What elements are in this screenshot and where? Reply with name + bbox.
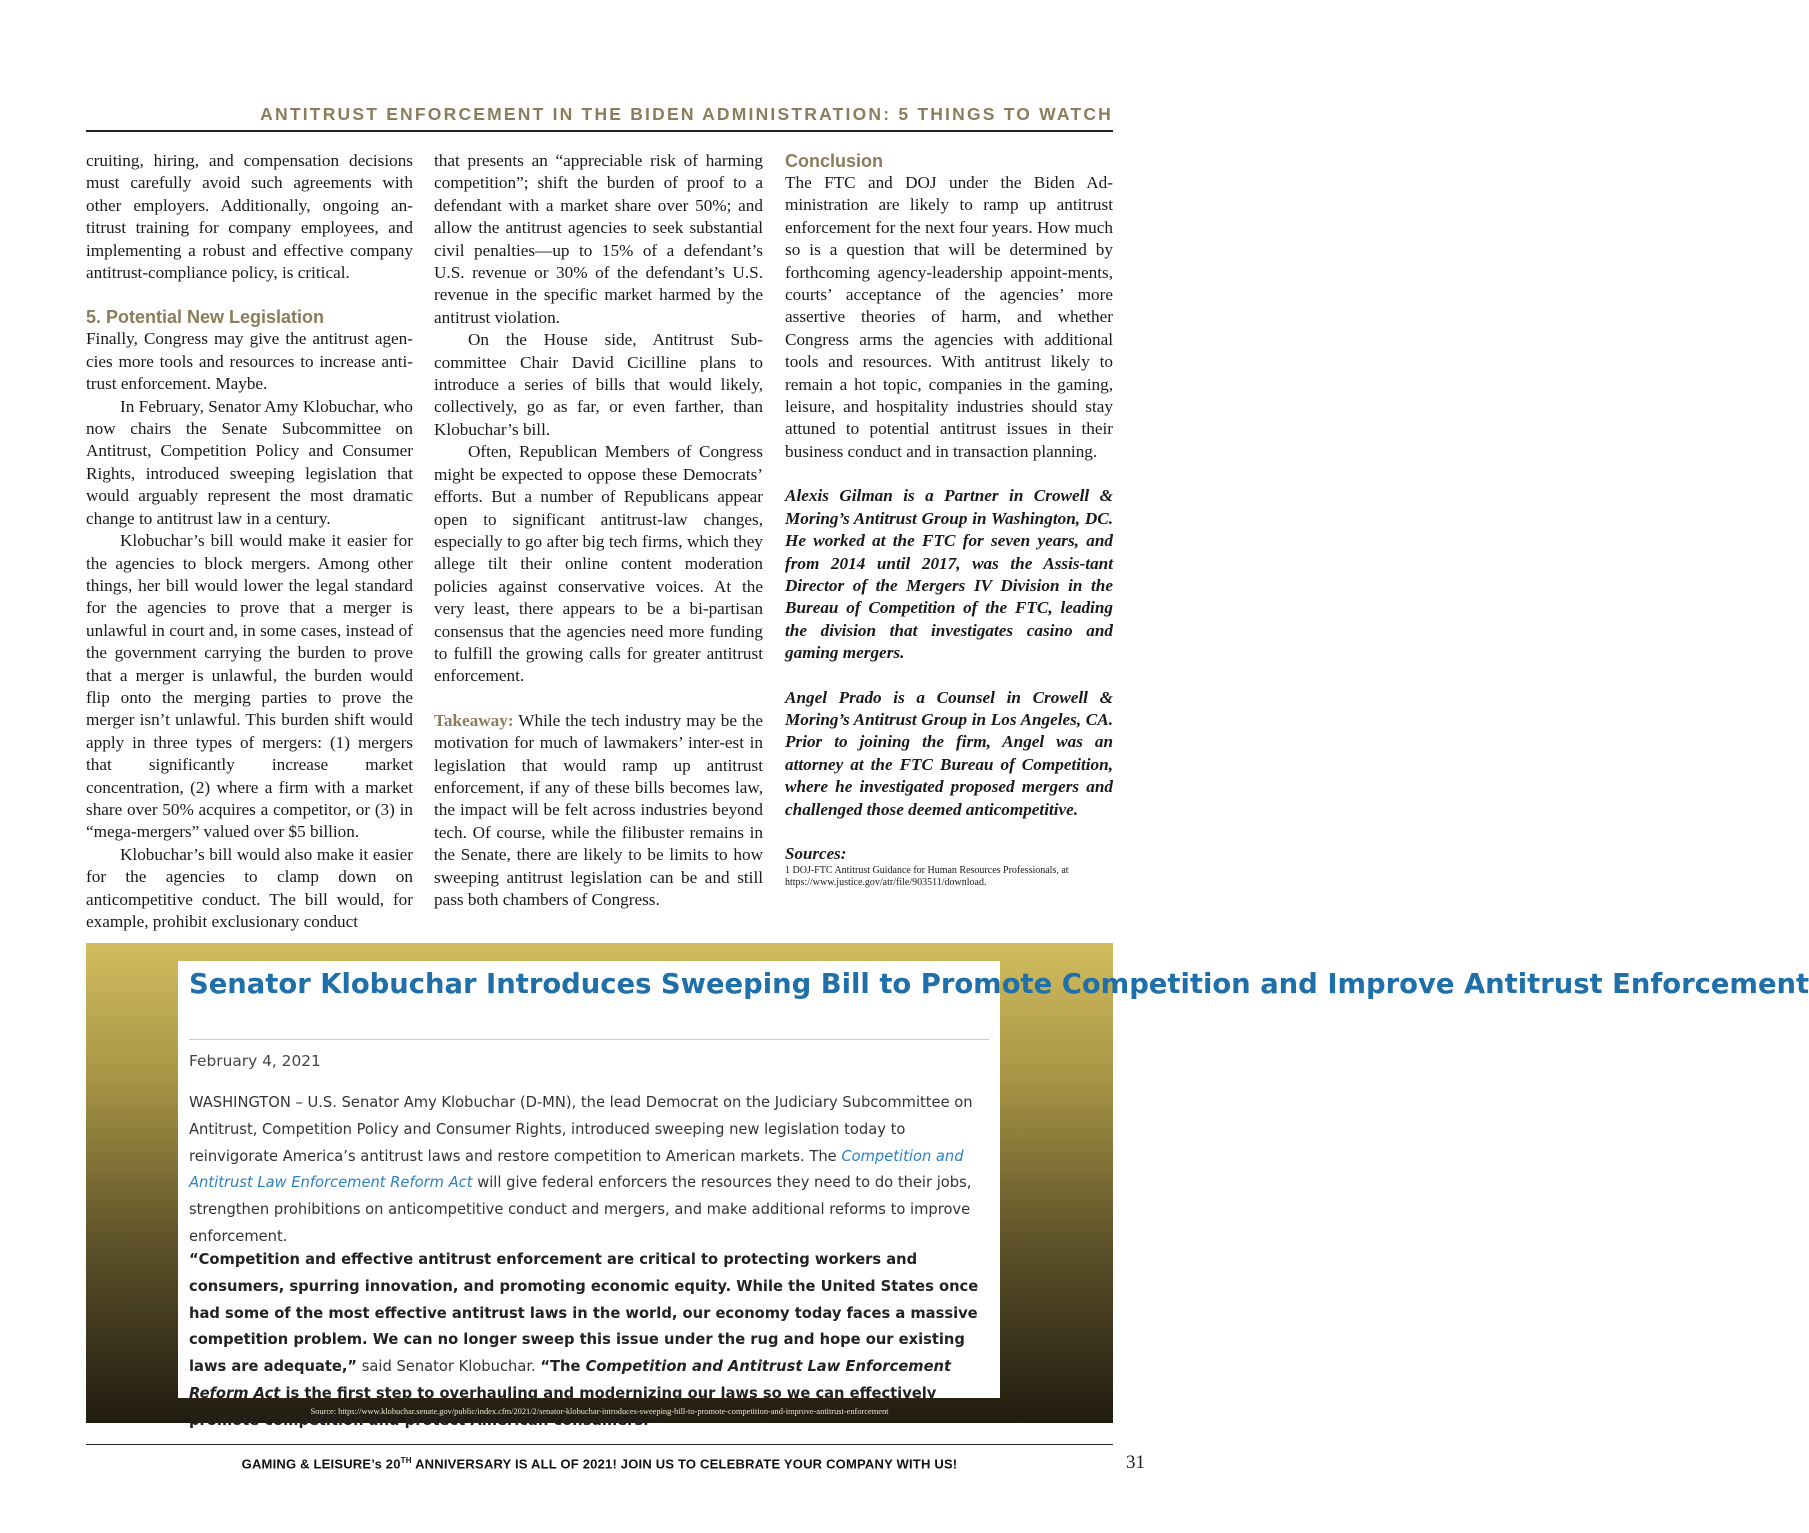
author-bio: Angel Prado is a Counsel in Crowell & Moring’s Antitrust Group in Los Angeles, CA. Prior to joining the firm, Angel was an attorney at the FTC Bureau of Competition, where he investigated proposed mergers and challenged those deemed anticompetitive.: [785, 687, 1113, 819]
paragraph: Finally, Congress may give the antitrust agen-cies more tools and resources to increase anti-trust enforcement. Maybe.: [86, 329, 413, 394]
paragraph: Often, Republican Members of Congress might be expected to oppose these Democrats’ efforts. But a number of Republicans appear open to significant antitrust-law changes, especially to go after big tech firms, which they allege tilt their online content moderation policies against conservative voices. At the very least, there appears to be a bi-partisan consensus that the agencies need more funding to fulfill the growing calls for greater antitrust enforcement.: [434, 442, 763, 686]
footer-text: GAMING & LEISURE’s 20: [241, 1456, 401, 1472]
quote-attribution: said Senator Klobuchar.: [357, 1358, 541, 1376]
column-1: [86, 150, 413, 933]
quote-text-start: “The: [540, 1358, 586, 1376]
panel-source-line: Source: https://www.klobuchar.senate.gov/public/index.cfm/2021/2/senator-klobuchar-introduces-sweeping-bill-to-promote-competition-and-improve-antitrust-enforcement: [310, 1407, 889, 1416]
takeaway-text: While the tech industry may be the motivation for much of lawmakers’ inter-est in legislation that would ramp up antitrust enforcement, if any of these bills becomes law, the impact will be felt across industries beyond tech. Of course, while the filibuster remains in the Senate, there are likely to be limits to how sweeping antitrust legislation can be and still pass both chambers of Congress.: [434, 710, 763, 909]
footnote: 1 DOJ-FTC Antitrust Guidance for Human Resources Professionals, at https://www.justice.gov/atr/file/903511/download.: [785, 865, 1069, 888]
author-bio: Alexis Gilman is a Partner in Crowell & Moring’s Antitrust Group in Washington, DC. He worked at the FTC for seven years, and from 2014 until 2017, was the Assis-tant Director of the Mergers IV Division in the Bureau of Competition of the FTC, leading the division that investigates casino and gaming mergers.: [785, 486, 1113, 663]
quote-text: “Competition and effective antitrust enforcement are critical to protecting workers and consumers, spurring innovation, and promoting economic equity. While the United States once had some of the most effective antitrust laws in the world, our economy today faces a massive competition problem. We can no longer sweep this issue under the rug and hope our existing laws are adequate,”: [189, 1251, 979, 1376]
sources-heading: Sources:: [785, 843, 847, 863]
section-heading: 5. Potential New Legislation: [86, 307, 325, 328]
takeaway-label: Takeaway:: [434, 710, 514, 730]
press-release-title: Senator Klobuchar Introduces Sweeping Bill to Promote Competition and Improve Antitrust Enforcement: [189, 969, 1809, 1000]
body-text: will give federal enforcers the resources they need to do their jobs, strengthen prohibitions on anticompetitive conduct and mergers, and make additional reforms to improve enforcement.: [189, 1174, 972, 1245]
footer-superscript: TH: [400, 1456, 412, 1465]
column-3: [785, 150, 1113, 888]
takeaway-paragraph: [434, 710, 763, 912]
footer-text: ANNIVERSARY IS ALL OF 2021! JOIN US TO CELEBRATE YOUR COMPANY WITH US!: [411, 1456, 958, 1472]
quote-act-name: Competition and Antitrust Law Enforcement Reform Act: [189, 1358, 952, 1402]
act-link[interactable]: Competition and Antitrust Law Enforcement Reform Act: [189, 1147, 964, 1192]
title-divider: [189, 1039, 989, 1040]
quote-text-end: is the first step to overhauling and modernizing our laws so we can effectively promote competition and protect American consumers.”: [189, 1384, 937, 1429]
conclusion-heading: Conclusion: [785, 151, 883, 171]
paragraph: On the House side, Antitrust Sub-committee Chair David Cicilline plans to introduce a series of bills that would likely, collectively, go as far, or even farther, than Klobuchar’s bill.: [434, 330, 763, 439]
paragraph: Klobuchar’s bill would make it easier for the agencies to block mergers. Among other things, her bill would lower the legal standard for the agencies to prove that a merger is unlawful in court and, in some cases, instead of the government carrying the burden to prove that a merger is unlawful, the burden would flip onto the merging parties to prove the merger isn’t unlawful. This burden shift would apply in three types of mergers: (1) mergers that significantly increase market concentration, (2) where a firm with a market share over 50% acquires a competitor, or (3) in “mega-mergers” valued over $5 billion.: [86, 531, 413, 842]
conclusion-text: The FTC and DOJ under the Biden Ad-ministration are likely to ramp up antitrust enforcement for the next four years. How much so is a question that will be determined by forthcoming agency-leadership appoint-ments, courts’ acceptance of the agencies’ more assertive theories of harm, and whether Congress arms the agencies with additional tools and resources. With antitrust likely to remain a hot topic, companies in the gaming, leisure, and hospitality industries should stay attuned to potential antitrust issues in their business conduct and in transaction planning.: [785, 173, 1113, 461]
paragraph-continued: that presents an “appreciable risk of harming competition”; shift the burden of proof to a defendant with a market share over 50%; and allow the antitrust agencies to seek substantial civil penalties—up to 15% of a defendant’s U.S. revenue or 30% of the defendant’s U.S. revenue in the specific market harmed by the antitrust violation.: [434, 151, 763, 327]
press-release-date: February 4, 2021: [189, 1052, 321, 1070]
header-rule: [86, 130, 1113, 132]
paragraph: In February, Senator Amy Klobuchar, who now chairs the Senate Subcommittee on Antitrust, Competition Policy and Consumer Rights, introduced sweeping legislation that would arguably represent the most dramatic change to antitrust law in a century.: [86, 396, 413, 528]
paragraph: Klobuchar’s bill would also make it easier for the agencies to clamp down on anticompetitive conduct. The bill would, for example, prohibit exclusionary conduct: [86, 844, 413, 931]
page-number: 31: [1126, 1452, 1145, 1473]
press-release-panel: [86, 943, 1809, 1429]
footer-banner: [86, 1456, 1113, 1471]
press-release-body: [189, 1090, 989, 1251]
paragraph-continued: cruiting, hiring, and compensation decisions must carefully avoid such agreements with other employers. Additionally, ongoing an-titrust training for company employees, and implementing a robust and effective company antitrust-compliance policy, is critical.: [86, 151, 413, 283]
footer-rule: [86, 1444, 1113, 1445]
body-text: WASHINGTON – U.S. Senator Amy Klobuchar (D-MN), the lead Democrat on the Judiciary Subcommittee on Antitrust, Competition Policy and Consumer Rights, introduced sweeping new legislation today to reinvigorate America’s antitrust laws and restore competition to American markets. The: [189, 1094, 973, 1165]
column-2: [434, 150, 763, 911]
running-title: ANTITRUST ENFORCEMENT IN THE BIDEN ADMINISTRATION: 5 THINGS TO WATCH: [260, 104, 1113, 124]
